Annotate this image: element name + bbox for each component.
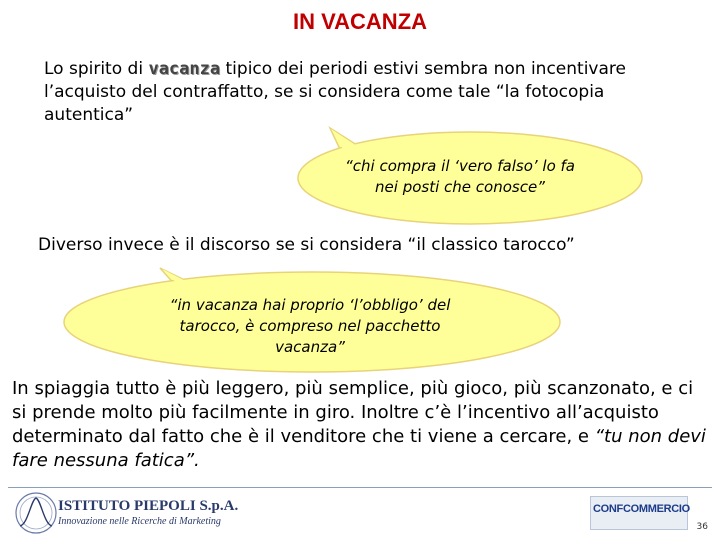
- intro-text-pre: Lo spirito di: [44, 59, 149, 79]
- bubble-1-line-1: “chi compra il ‘vero falso’ lo fa: [345, 157, 575, 175]
- page-title: IN VACANZA: [292, 9, 428, 34]
- piepoli-logo-tagline: Innovazione nelle Ricerche di Marketing: [58, 516, 221, 527]
- closing-quote: “tu non devi fare nessuna fatica”.: [12, 426, 706, 471]
- bubble-2-line-1: “in vacanza hai proprio ‘l’obbligo’ del: [169, 296, 451, 314]
- middle-paragraph: Diverso invece è il discorso se si considera “il classico tarocco”: [38, 235, 575, 255]
- bubble-2-line-3: vacanza”: [275, 338, 345, 356]
- piepoli-emblem-icon: [16, 493, 56, 533]
- closing-paragraph: [12, 377, 712, 473]
- piepoli-logo-name: ISTITUTO PIEPOLI S.p.A.: [58, 498, 239, 514]
- footer-divider: [8, 487, 712, 488]
- bubble-2-line-2: tarocco, è compreso nel pacchetto: [179, 317, 441, 335]
- emphasis-vacanza: vacanza: [148, 59, 221, 79]
- bubble-1-quote: [300, 156, 620, 198]
- closing-text: In spiaggia tutto è più leggero, più semplice, più gioco, più scanzonato, e ci si prende molto più facilmente in giro. Inoltre c’è l’incentivo all’acquisto determinato dal fatto che è il venditore che ti viene a cercare, e: [12, 378, 694, 447]
- bubble-1-line-2: nei posti che conosce”: [375, 178, 545, 196]
- page-number: 36: [696, 522, 708, 532]
- bubble-2-quote: [110, 295, 510, 358]
- confcommercio-logo-text: CONFCOMMERCIO: [593, 503, 690, 515]
- intro-text-post: tipico dei periodi estivi sembra non incentivare l’acquisto del contraffatto, se si considera come tale “la fotocopia autentica”: [44, 59, 626, 125]
